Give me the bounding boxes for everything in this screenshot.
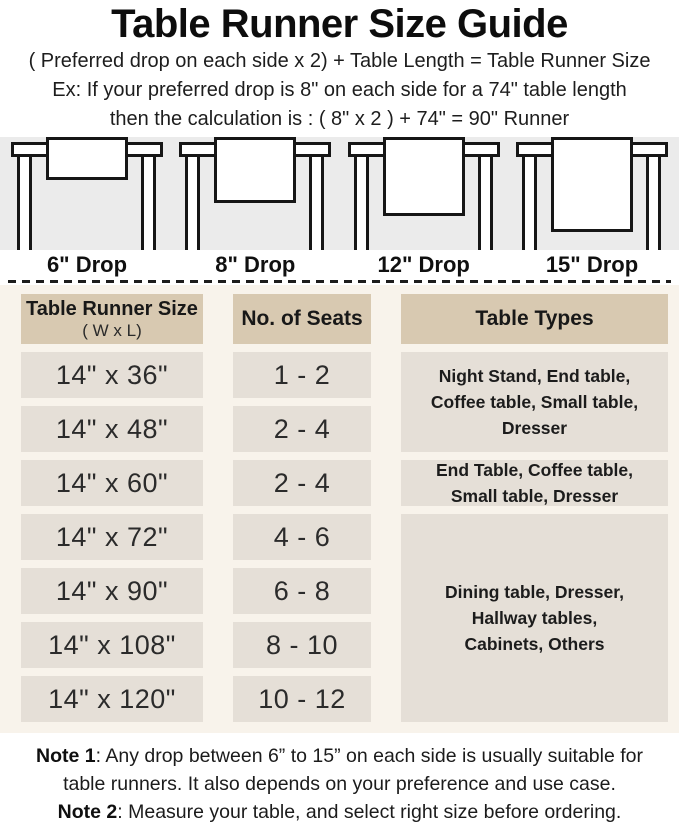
size-cell-14x36 xyxy=(21,352,203,398)
note-1-line-1 xyxy=(0,742,679,770)
seats-cell-2-4 xyxy=(233,406,371,452)
seats-header-label: No. of Seats xyxy=(241,307,363,330)
column-header-table-types xyxy=(401,294,668,344)
size-value: 14" x 90" xyxy=(55,575,169,606)
example-line-1: Ex: If your preferred drop is 8" on each side for a 74" table length xyxy=(52,79,627,101)
column-header-runner-size xyxy=(21,294,203,344)
seats-value: 4 - 6 xyxy=(273,521,331,552)
seats-cell-6-8 xyxy=(233,568,371,614)
runner-size-header-label: Table Runner Size xyxy=(26,298,198,320)
notes-section xyxy=(0,733,679,826)
diagram-band xyxy=(0,137,679,250)
seats-cell-1-2 xyxy=(233,352,371,398)
table-types-text: End Table, Coffee table, Small table, Dresser xyxy=(435,460,634,506)
header xyxy=(0,0,679,134)
size-value: 14" x 48" xyxy=(55,413,169,444)
seats-cell-10-12 xyxy=(233,676,371,722)
table-diagram-6-drop xyxy=(6,137,168,250)
table-types-cell-large-tables xyxy=(401,514,668,722)
size-value: 14" x 36" xyxy=(55,359,169,390)
formula-line: ( Preferred drop on each side x 2) + Table Length = Table Runner Size xyxy=(28,50,651,72)
size-cell-14x72 xyxy=(21,514,203,560)
seats-value: 8 - 10 xyxy=(265,629,339,660)
table-diagram-8-drop xyxy=(174,137,336,250)
size-value: 14" x 72" xyxy=(55,521,169,552)
column-header-seats xyxy=(233,294,371,344)
drop-label-6: 6" Drop xyxy=(46,252,128,278)
drop-label-8: 8" Drop xyxy=(215,252,296,278)
note-2-line xyxy=(0,798,679,826)
note-1-label: Note 1 xyxy=(35,745,96,767)
size-chart-grid xyxy=(21,294,668,722)
example-line-2: then the calculation is : ( 8" x 2 ) + 74" = 90" Runner xyxy=(109,108,570,130)
table-types-header-label: Table Types xyxy=(475,307,594,330)
table-runner-12-drop-icon xyxy=(348,137,500,250)
drop-label-12: 12" Drop xyxy=(377,252,470,278)
table-types-text: Night Stand, End table, Coffee table, Small table, Dresser xyxy=(430,366,639,438)
seats-value: 10 - 12 xyxy=(258,683,346,714)
size-chart-section xyxy=(0,285,679,733)
drop-label-row xyxy=(0,250,679,280)
size-cell-14x90 xyxy=(21,568,203,614)
seats-value: 6 - 8 xyxy=(273,575,331,606)
table-diagram-12-drop xyxy=(343,137,505,250)
size-cell-14x120 xyxy=(21,676,203,722)
table-types-cell-medium-tables xyxy=(401,460,668,506)
seats-value: 1 - 2 xyxy=(273,359,331,390)
note-2-label: Note 2 xyxy=(57,801,118,823)
size-cell-14x60 xyxy=(21,460,203,506)
table-types-text: Dining table, Dresser, Hallway tables, Cabinets, Others xyxy=(445,582,624,654)
runner-size-header-sublabel: ( W x L) xyxy=(82,321,142,340)
seats-cell-4-6 xyxy=(233,514,371,560)
page-title: Table Runner Size Guide xyxy=(111,2,568,46)
note-1-line-2: table runners. It also depends on your preference and use case. xyxy=(63,773,616,795)
seats-cell-8-10 xyxy=(233,622,371,668)
note-1-text: : Any drop between 6” to 15” on each side is usually suitable for xyxy=(95,745,644,767)
dashed-divider xyxy=(8,280,671,283)
table-diagram-15-drop xyxy=(511,137,673,250)
table-runner-6-drop-icon xyxy=(11,137,163,250)
table-runner-8-drop-icon xyxy=(179,137,331,250)
size-value: 14" x 108" xyxy=(48,629,176,660)
note-2-text: : Measure your table, and select right size before ordering. xyxy=(117,801,622,823)
size-cell-14x48 xyxy=(21,406,203,452)
table-types-cell-small-tables xyxy=(401,352,668,452)
size-cell-14x108 xyxy=(21,622,203,668)
size-value: 14" x 120" xyxy=(48,683,176,714)
size-value: 14" x 60" xyxy=(55,467,169,498)
table-runner-15-drop-icon xyxy=(516,137,668,250)
seats-value: 2 - 4 xyxy=(273,413,331,444)
seats-cell-2-4b xyxy=(233,460,371,506)
drop-label-15: 15" Drop xyxy=(545,252,639,278)
seats-value: 2 - 4 xyxy=(273,467,331,498)
